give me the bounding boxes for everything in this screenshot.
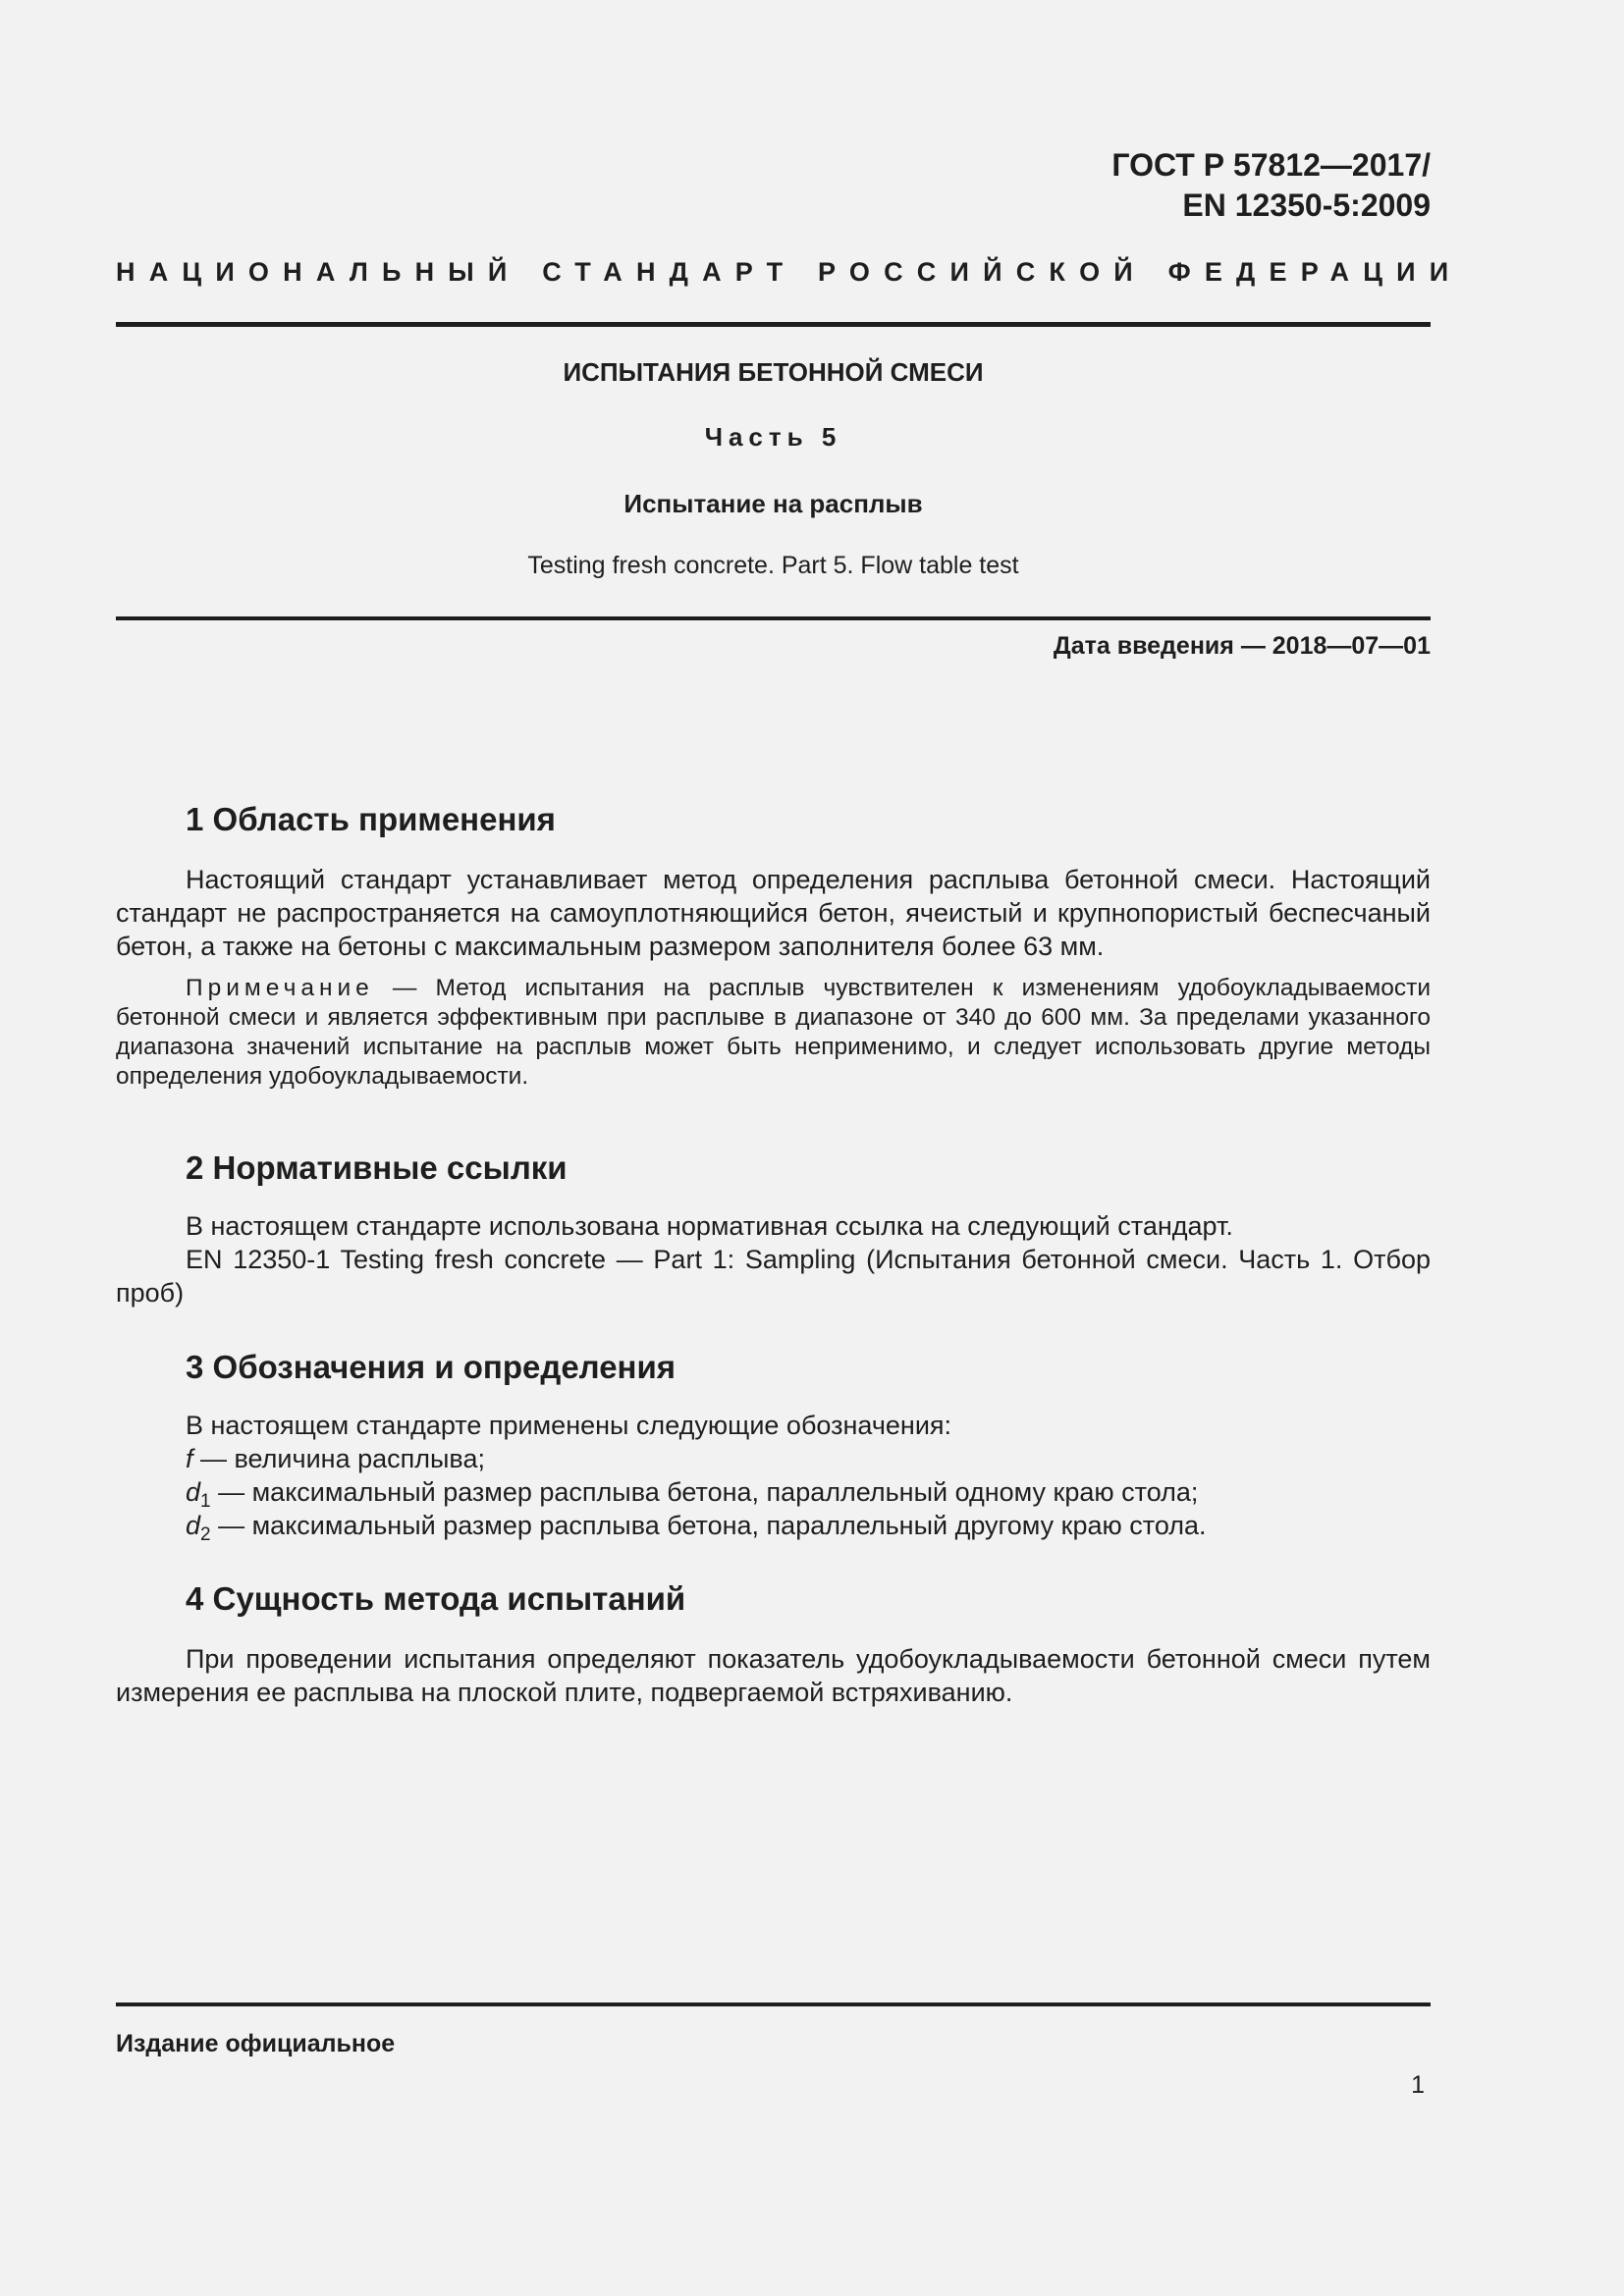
- section-4-text: При проведении испытания определяют показатель удобоукладываемости бетонной смеси путем измерения ее расплыва на плоской плите, подвергаемой встряхиванию.: [116, 1644, 1431, 1707]
- section-4-heading: 4 Сущность метода испытаний: [186, 1580, 686, 1617]
- effective-date: Дата введения — 2018—07—01: [1053, 632, 1431, 660]
- document-title: ИСПЫТАНИЯ БЕТОННОЙ СМЕСИ: [563, 357, 984, 387]
- symbol-d2-line: [186, 1509, 1207, 1552]
- symbol-d1-definition: — максимальный размер расплыва бетона, параллельный одному краю стола;: [210, 1477, 1199, 1507]
- document-part: Часть 5: [704, 422, 842, 452]
- document-code-line1: ГОСТ Р 57812—2017/: [1111, 147, 1431, 183]
- section-4-paragraph: [116, 1642, 1431, 1709]
- section-1-paragraph: [116, 863, 1431, 963]
- footer-divider: [116, 2002, 1431, 2006]
- symbol-d2-definition: — максимальный размер расплыва бетона, параллельный другому краю стола.: [210, 1511, 1207, 1540]
- section-2-heading: 2 Нормативные ссылки: [186, 1149, 568, 1186]
- section-2-text-1: В настоящем стандарте использована нормативная ссылка на следующий стандарт.: [186, 1211, 1233, 1241]
- document-code-line2: EN 12350-5:2009: [1182, 187, 1431, 223]
- symbol-f: f: [186, 1444, 193, 1473]
- symbol-d2-subscript: 2: [200, 1524, 211, 1545]
- document-code: [1111, 145, 1431, 226]
- section-1-text: Настоящий стандарт устанавливает метод определения расплыва бетонной смеси. Настоящий стандарт не распространяется на самоуплотняющийся бетон, ячеистый и крупнопористый беспесчаный бетон, а также на бетоны с максимальным размером заполнителя более 63 мм.: [116, 865, 1431, 961]
- symbol-f-definition: — величина расплыва;: [192, 1444, 485, 1473]
- section-1-note: [116, 974, 1431, 1092]
- title-divider: [116, 616, 1431, 620]
- page-number: 1: [1411, 2071, 1425, 2099]
- english-title: Testing fresh concrete. Part 5. Flow table test: [527, 552, 1019, 579]
- note-text: — Метод испытания на расплыв чувствителен к изменениям удобоукладываемости бетонной смеси и является эффективным при расплыве в диапазоне от 340 до 600 мм. За пределами указанного диапазона значений испытание на расплыв может быть неприменимо, и следует использовать другие методы определения удобоукладываемости.: [116, 975, 1431, 1090]
- national-standard-banner: НАЦИОНАЛЬНЫЙ СТАНДАРТ РОССИЙСКОЙ ФЕДЕРАЦИИ: [116, 257, 1463, 287]
- note-label: Примечание: [186, 975, 374, 1001]
- section-1-heading: 1 Область применения: [186, 801, 556, 837]
- section-3-heading: 3 Обозначения и определения: [186, 1349, 677, 1385]
- official-edition-label: Издание официальное: [116, 2030, 396, 2057]
- header-divider: [116, 322, 1431, 327]
- symbol-d1: d: [186, 1477, 201, 1507]
- symbol-d1-subscript: 1: [200, 1491, 211, 1512]
- document-subtitle: Испытание на расплыв: [623, 489, 923, 518]
- section-2-paragraph-1: [116, 1209, 1431, 1243]
- symbol-d2: d: [186, 1511, 201, 1540]
- section-2-text-2: EN 12350-1 Testing fresh concrete — Part 1: Sampling (Испытания бетонной смеси. Часть 1. Отбор проб): [116, 1245, 1431, 1308]
- section-2-paragraph-2: [116, 1243, 1431, 1309]
- section-3-intro: В настоящем стандарте применены следующие обозначения:: [186, 1411, 952, 1440]
- symbol-f-line: [186, 1442, 485, 1475]
